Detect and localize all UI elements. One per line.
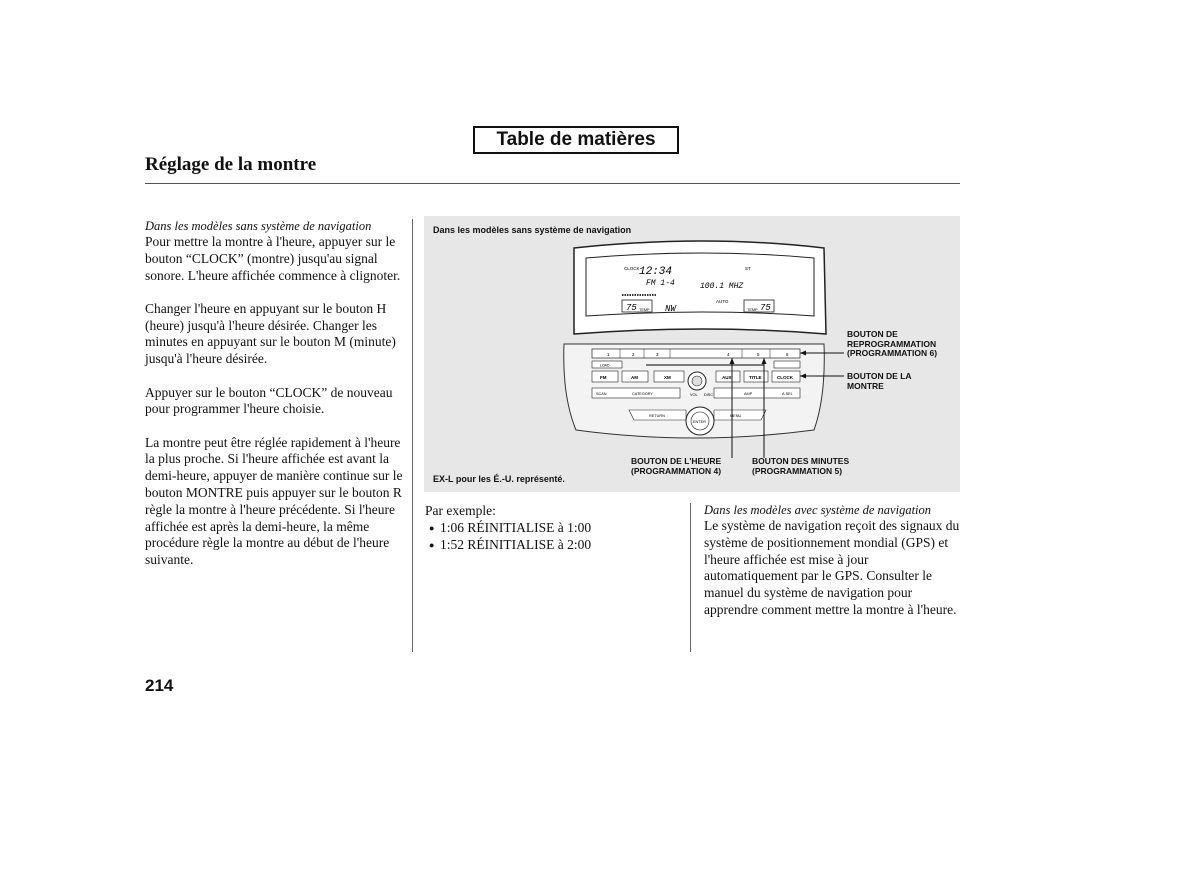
display-frequency: 100.1 MHZ xyxy=(700,282,744,291)
svg-text:CLOCK: CLOCK xyxy=(777,375,793,380)
section-title: Réglage de la montre xyxy=(145,154,317,175)
svg-text:1: 1 xyxy=(607,352,610,357)
paragraph: Changer l'heure en appuyant sur le bouton H (heure) jusqu'à l'heure désirée. Changer les minutes en appuyant sur le bouton M (minute) jusqu'à l'heure désirée. xyxy=(145,300,396,367)
reprogram-button-label: BOUTON DE REPROGRAMMATION (PROGRAMMATION 6) xyxy=(847,329,938,358)
example-intro: Par exemple: xyxy=(425,503,496,518)
left-column xyxy=(145,219,403,586)
table-of-contents-button[interactable]: Table de matières xyxy=(473,126,679,154)
hour-button-label: BOUTON DE L'HEURE (PROGRAMMATION 4) xyxy=(631,456,722,476)
paragraph: Le système de navigation reçoit des signaux du système de positionnement mondial (GPS) et l'heure affichée est mise à jour automatiquement par le GPS. Consulter le manuel du système de navigation pour apprendre comment mettre la montre à l'heure. xyxy=(704,518,960,617)
display-st: ST xyxy=(745,266,751,271)
svg-text:TEMP: TEMP xyxy=(747,308,758,312)
svg-text:3: 3 xyxy=(656,352,659,357)
display-band: FM 1-4 xyxy=(646,279,675,288)
svg-text:AM: AM xyxy=(631,375,638,380)
svg-text:2: 2 xyxy=(632,352,635,357)
display-temp-right: 75 xyxy=(760,303,771,313)
display-temp-left: 75 xyxy=(626,303,637,313)
title-divider xyxy=(145,183,960,184)
middle-column xyxy=(425,503,685,553)
svg-text:4: 4 xyxy=(727,352,730,357)
svg-text:AUX: AUX xyxy=(722,375,732,380)
svg-text:6: 6 xyxy=(786,352,789,357)
display-time: 12:34 xyxy=(639,266,673,278)
svg-text:A.SEL: A.SEL xyxy=(782,392,793,396)
radio-panel-figure xyxy=(424,216,960,492)
minutes-button-label: BOUTON DES MINUTES (PROGRAMMATION 5) xyxy=(752,456,850,476)
svg-text:DISC: DISC xyxy=(704,393,714,397)
figure-caption-top: Dans les modèles sans système de navigation xyxy=(433,225,632,235)
display-auto: AUTO xyxy=(716,299,729,304)
clock-button-label: BOUTON DE LA MONTRE xyxy=(847,371,912,391)
paragraph: Appuyer sur le bouton “CLOCK” de nouveau pour programmer l'heure choisie. xyxy=(145,384,393,417)
svg-text:CATEGORY: CATEGORY xyxy=(632,392,653,396)
navigation-note: Dans les modèles avec système de navigation xyxy=(704,503,932,517)
svg-text:MENU: MENU xyxy=(730,414,742,418)
paragraph: Pour mettre la montre à l'heure, appuyer sur le bouton “CLOCK” (montre) jusqu'au signal sonore. L'heure affichée commence à clignoter. xyxy=(145,234,401,283)
svg-text:TEMP: TEMP xyxy=(639,308,650,312)
list-item: ● 1:06 RÉINITIALISE à 1:00 xyxy=(425,520,685,537)
figure-caption-bottom: EX-L pour les É.-U. représenté. xyxy=(433,474,565,484)
svg-text:RETURN: RETURN xyxy=(649,414,665,418)
svg-text:TITLE: TITLE xyxy=(749,375,762,380)
svg-text:SCAN: SCAN xyxy=(596,392,607,396)
example-list xyxy=(425,520,685,554)
column-divider-right xyxy=(690,503,691,652)
svg-text:XM: XM xyxy=(664,375,671,380)
svg-text:FM: FM xyxy=(600,375,607,380)
paragraph: La montre peut être réglée rapidement à l'heure la plus proche. Si l'heure affichée est avant la demi-heure, appuyer de manière continue sur le bouton MONTRE puis appuyer sur le bouton R règle la montre à l'heure précédente. Si l'heure affichée est après la demi-heure, la même procédure règle la montre au début de l'heure suivante. xyxy=(145,434,403,568)
right-column xyxy=(704,503,960,635)
display-clock-label: CLOCK xyxy=(624,266,640,271)
svg-text:ENTER: ENTER xyxy=(693,420,706,424)
page-number: 214 xyxy=(145,676,174,695)
column-divider-left xyxy=(412,219,413,652)
navigation-note: Dans les modèles sans système de navigation xyxy=(145,219,372,233)
svg-text:VOL: VOL xyxy=(690,393,698,397)
svg-text:LOAD: LOAD xyxy=(600,363,610,368)
display-compass: NW xyxy=(665,304,676,314)
svg-text:AMP: AMP xyxy=(744,392,753,396)
svg-text:5: 5 xyxy=(757,352,760,357)
list-item: ● 1:52 RÉINITIALISE à 2:00 xyxy=(425,537,685,554)
